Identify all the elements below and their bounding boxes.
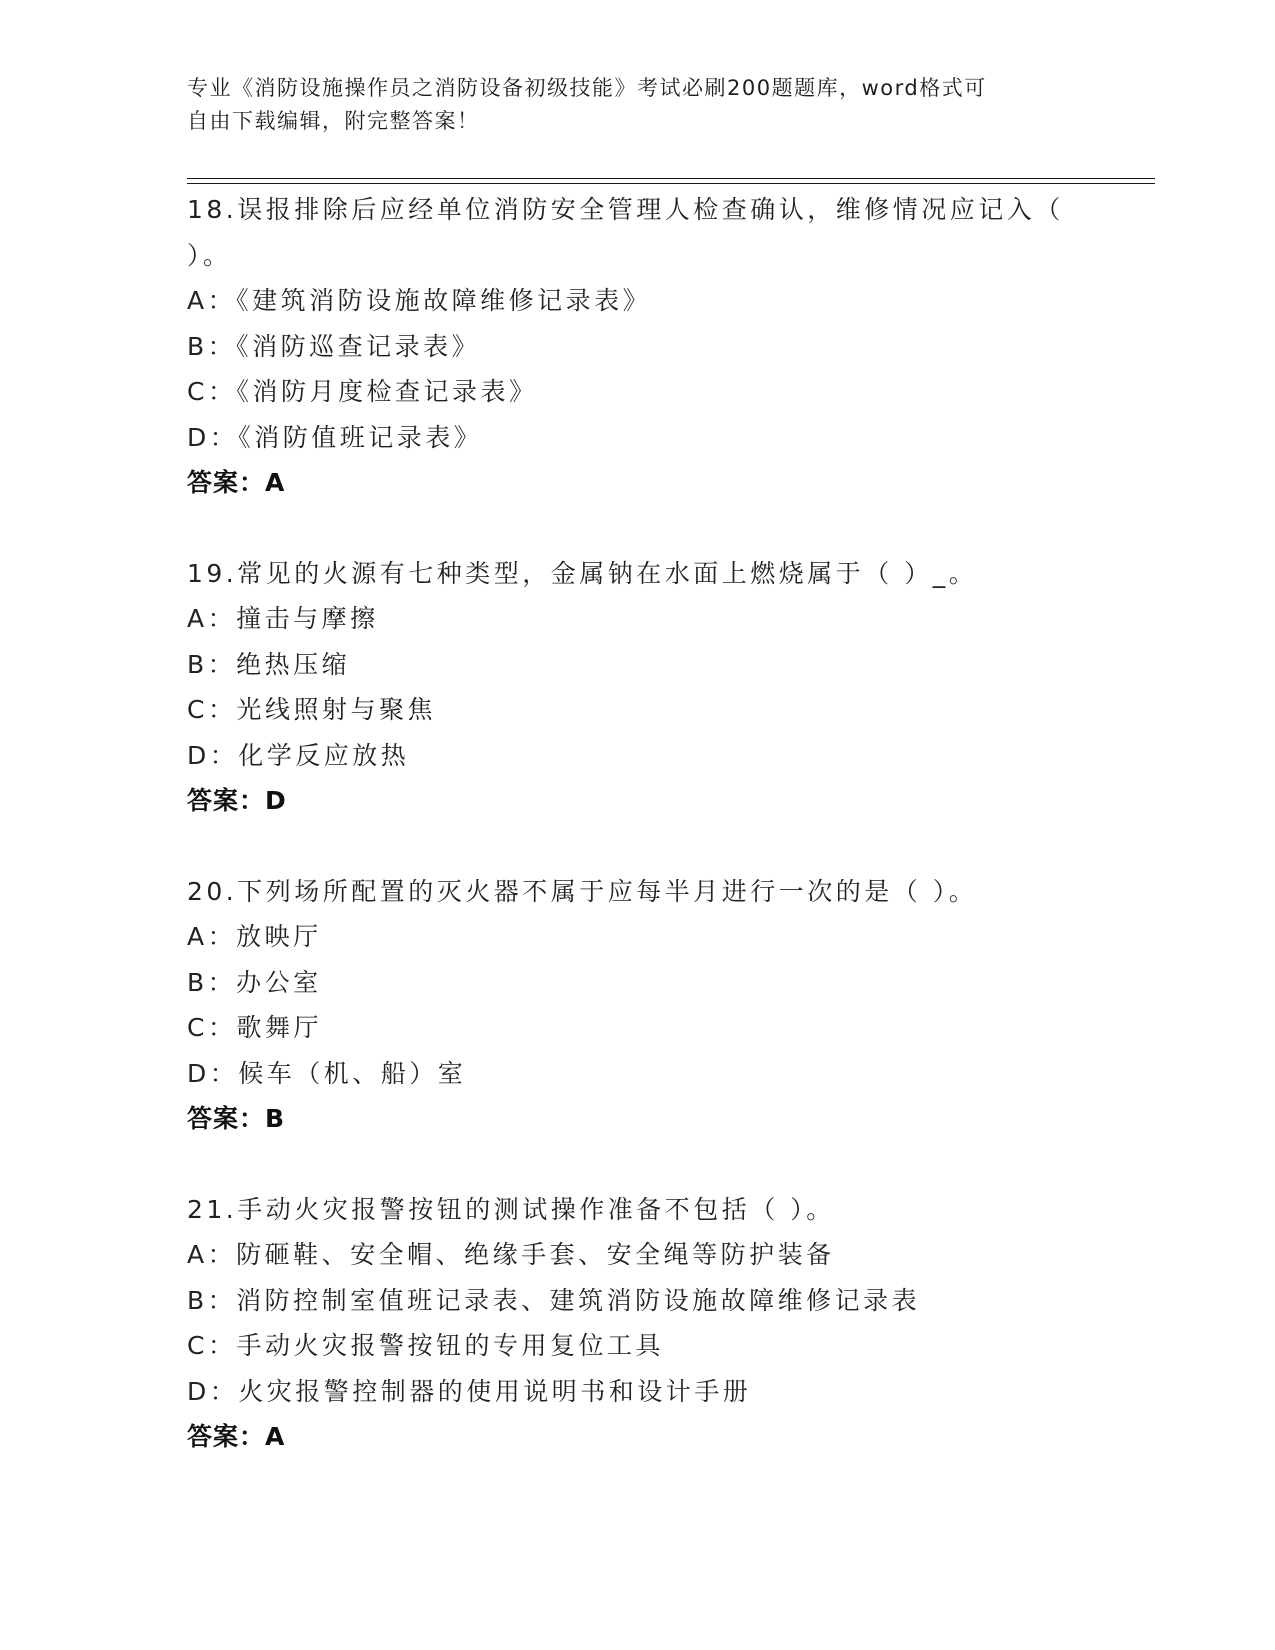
option-c: C：《消防月度检查记录表》: [187, 377, 538, 406]
question-stem: 18.误报排除后应经单位消防安全管理人检查确认，维修情况应记入（: [187, 195, 1064, 224]
header-rule-top: [187, 178, 1155, 179]
answer-line: 答案：D: [187, 786, 287, 815]
header-rule-bottom: [187, 183, 1155, 184]
question-spacer: [187, 506, 1087, 551]
header-line-2: 自由下载编辑，附完整答案！: [187, 109, 480, 133]
answer-line: 答案：A: [187, 1422, 286, 1451]
question-21: [187, 1187, 1087, 1460]
option-a: A：《建筑消防设施故障维修记录表》: [187, 286, 652, 315]
option-d: D：候车（机、船）室: [187, 1058, 467, 1088]
question-spacer: [187, 1142, 1087, 1187]
answer-line: 答案：A: [187, 468, 286, 497]
option-c: C：手动火灾报警按钮的专用复位工具: [187, 1331, 664, 1360]
question-18: [187, 187, 1087, 506]
option-b: B：《消防巡查记录表》: [187, 331, 481, 361]
option-a: A：撞击与摩擦: [187, 604, 379, 633]
option-d: D：《消防值班记录表》: [187, 422, 483, 452]
option-a: A：防砸鞋、安全帽、绝缘手套、安全绳等防护装备: [187, 1240, 835, 1269]
option-d: D：火灾报警控制器的使用说明书和设计手册: [187, 1376, 752, 1406]
question-20: [187, 869, 1087, 1142]
option-a: A：放映厅: [187, 922, 322, 951]
answer-line: 答案：B: [187, 1104, 286, 1133]
document-header: [187, 72, 1087, 138]
question-stem: 20.下列场所配置的灭火器不属于应每半月进行一次的是（ ）。: [187, 876, 978, 906]
option-c: C：歌舞厅: [187, 1013, 322, 1042]
question-list: [187, 187, 1087, 1460]
option-c: C：光线照射与聚焦: [187, 695, 436, 724]
option-b: B：办公室: [187, 967, 322, 997]
question-stem-continued: ）。: [187, 240, 232, 270]
question-spacer: [187, 824, 1087, 869]
question-stem: 21.手动火灾报警按钮的测试操作准备不包括（ ）。: [187, 1194, 835, 1224]
header-line-1: 专业《消防设施操作员之消防设备初级技能》考试必刷200题题库，word格式可: [187, 76, 987, 100]
option-b: B：绝热压缩: [187, 649, 351, 679]
question-stem: 19.常见的火源有七种类型，金属钠在水面上燃烧属于（ ）_。: [187, 558, 978, 588]
option-b: B：消防控制室值班记录表、建筑消防设施故障维修记录表: [187, 1285, 921, 1315]
option-d: D：化学反应放热: [187, 740, 410, 770]
question-19: [187, 551, 1087, 824]
